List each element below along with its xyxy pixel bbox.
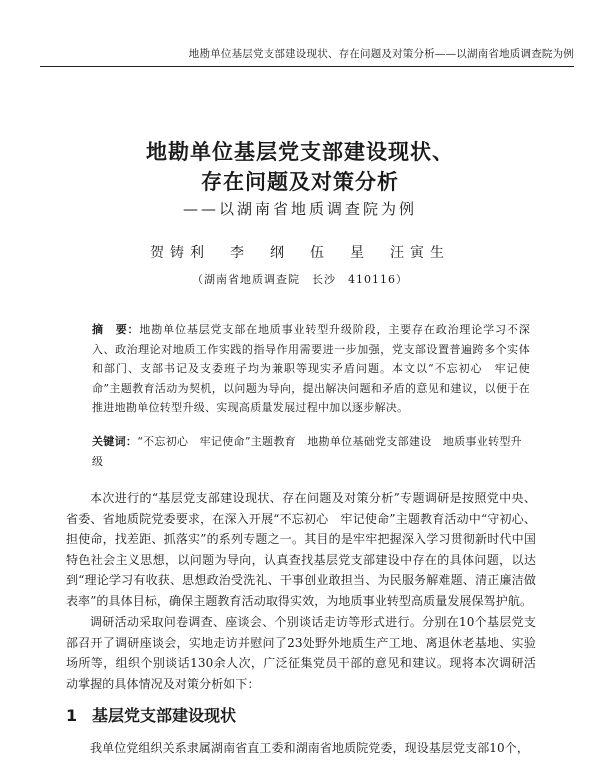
title-line-2: 存在问题及对策分析 xyxy=(201,170,399,194)
affiliation: （湖南省地质调查院 长沙 410116） xyxy=(192,273,408,286)
title-line-1: 地勘单位基层党支部建设现状、 xyxy=(146,140,454,164)
abstract-text: 地勘单位基层党支部在地质事业转型升级阶段，主要存在政治理论学习不深入、政治理论对地质工作实践的指导作用需要进一步加强，党支部设置普遍跨多个实体和部门、支部书记及支委班子均为兼职等现实矛盾问题。本文以“不忘初心 牢记使命”主题教育活动为契机，以问题为导向，提出解决问题和矛盾的意见和建议，以便于在推进地勘单位转型升级、实现高质量发展过程中加以逐步解决。 xyxy=(92,323,530,414)
body-paragraph-2: 调研活动采取问卷调查、座谈会、个别谈话走访等形式进行。分别在10个基层党支部召开了调研座谈会，实地走访并慰问了23处野外地质生产工地、离退休老基地、实验场所等，组织个别谈话130余人次，广泛征集党员干部的意见和建议。现将本次调研活动掌握的具体情况及对策分析如下： xyxy=(66,615,536,691)
section-title: 基层党支部建设现状 xyxy=(92,706,237,725)
section-heading xyxy=(66,703,236,726)
authors: 贺铸利 李 纲 伍 星 汪寅生 xyxy=(150,245,450,261)
subtitle: ——以湖南省地质调查院为例 xyxy=(182,200,417,218)
keywords-label: 关键词： xyxy=(92,435,138,448)
abstract xyxy=(92,320,530,418)
body-paragraph-1: 本次进行的“基层党支部建设现状、存在问题及对策分析”专题调研是按照党中央、省委、省地质院党委要求，在深入开展“不忘初心 牢记使命”主题教育活动中“守初心、担使命，找差距、抓落实”的系列专题之一。其目的是牢牢把握深入学习贯彻新时代中国特色社会主义思想，以问题为导向，认真查找基层党支部建设中存在的具体问题，以达到“理论学习有收获、思想政治受洗礼、干事创业敢担当、为民服务解难题、清正廉洁做表率”的具体目标，确保主题教育活动取得实效，为地质事业转型高质量发展保驾护航。 xyxy=(66,491,536,608)
keywords xyxy=(92,432,530,471)
keywords-text: “不忘初心 牢记使命”主题教育 地勘单位基础党支部建设 地质事业转型升级 xyxy=(92,435,522,468)
section-number: 1 xyxy=(66,706,78,725)
body-paragraph-3: 我单位党组织关系隶属湖南省直工委和湖南省地质院党委，现设基层党支部10个， xyxy=(90,741,529,755)
abstract-label: 摘 要： xyxy=(92,323,140,336)
running-head: 地勘单位基层党支部建设现状、存在问题及对策分析——以湖南省地质调查院为例 xyxy=(40,46,574,67)
